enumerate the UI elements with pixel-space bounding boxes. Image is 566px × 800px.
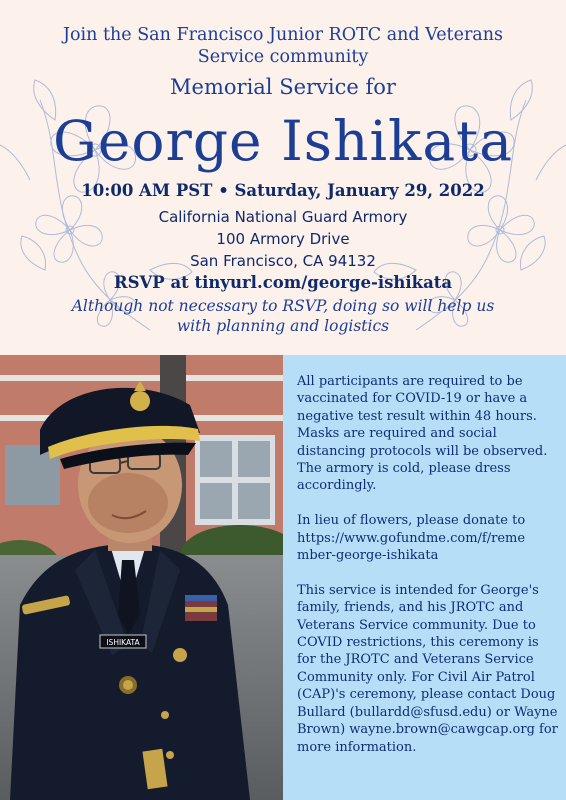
portrait-illustration <box>0 355 283 800</box>
attendance-info: This service is intended for George's family, friends, and his JROTC and Veterans Service community. Due to COVID restrictions, this ceremony is for the JROTC and Veterans Service Community only. For Civil Air Patrol (CAP)'s ceremony, please contact Doug Bullard (bullardd@sfusd.edu) or Wayne Brown) wayne.brown@cawgcap.org for more information. <box>297 582 558 755</box>
info-panel <box>283 355 566 800</box>
venue-name: California National Guard Armory <box>158 208 408 226</box>
donation-info[interactable]: In lieu of flowers, please donate to https://www.gofundme.com/f/reme mber-george-ishikata <box>297 513 526 564</box>
honoree-name: George Ishikata <box>52 109 514 173</box>
rsvp-link[interactable]: RSVP at tinyurl.com/george-ishikata <box>113 273 453 292</box>
venue-city: San Francisco, CA 94132 <box>190 252 376 270</box>
header-section <box>0 0 566 355</box>
event-venue <box>0 206 566 272</box>
memorial-title: Memorial Service for <box>170 75 396 99</box>
venue-street: 100 Armory Drive <box>216 230 350 248</box>
covid-requirements: All participants are required to be vaccinated for COVID-19 or have a negative test result within 48 hours. Masks are required and social distancing protocols will be observed. The armory is cold, please dress accordingly. <box>297 374 548 494</box>
rsvp-note: Although not necessary to RSVP, doing so will help us with planning and logistics <box>71 297 495 335</box>
intro-text: Join the San Francisco Junior ROTC and Veterans Service community <box>62 25 503 67</box>
uniform-nametag: ISHIKATA <box>106 638 140 647</box>
portrait-photo <box>0 355 283 800</box>
event-datetime: 10:00 AM PST • Saturday, January 29, 2022 <box>81 181 485 200</box>
